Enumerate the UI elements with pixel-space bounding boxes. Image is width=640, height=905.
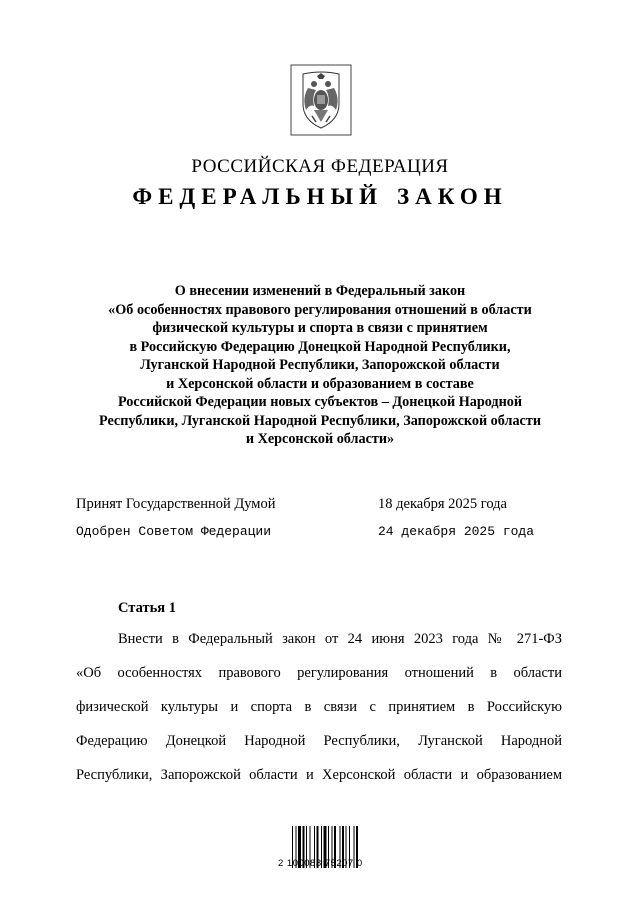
subject-line: и Херсонской области и образованием в составе	[166, 375, 474, 392]
subject-line: «Об особенностях правового регулирования отношений в области	[108, 301, 532, 318]
law-title-word-2: ЗАКОН	[397, 184, 508, 209]
council-approval-label: Одобрен Советом Федерации	[76, 524, 272, 539]
subject-line: и Херсонской области»	[245, 431, 395, 447]
law-title-word-1: ФЕДЕРАЛЬНЫЙ	[132, 184, 384, 209]
duma-adoption-date: 18 декабря 2025 года	[378, 496, 507, 512]
barcode-number: 2 100088 75207 0	[278, 858, 363, 869]
article-heading: Статья 1	[118, 600, 176, 616]
subject-line: Российской Федерации новых субъектов – Донецкой Народной	[117, 394, 523, 410]
duma-adoption-label: Принят Государственной Думой	[76, 496, 276, 512]
subject-line: Республики, Луганской Народной Республики, Запорожской области	[98, 412, 542, 429]
subject-line: физической культуры и спорта в связи с принятием	[152, 320, 488, 336]
law-subject	[70, 282, 570, 449]
subject-line: Луганской Народной Республики, Запорожской области	[140, 357, 500, 373]
document-type	[0, 184, 640, 210]
country-name: РОССИЙСКАЯ ФЕДЕРАЦИЯ	[191, 156, 449, 177]
body-line: Федерацию Донецкой Народной Республики, Луганской Народной	[76, 733, 562, 749]
coat-of-arms-icon	[290, 64, 352, 136]
body-line: Внести в Федеральный закон от 24 июня 2023 года № 271-ФЗ	[118, 631, 562, 647]
body-line: «Об особенностях правового регулирования отношений в области	[76, 665, 562, 681]
body-line: Республики, Запорожской области и Херсонской области и образованием	[76, 767, 562, 783]
subject-line: в Российскую Федерацию Донецкой Народной Республики,	[129, 338, 511, 355]
council-approval-date: 24 декабря 2025 года	[378, 524, 535, 539]
body-line: физической культуры и спорта в связи с принятием в Российскую	[76, 699, 562, 715]
article-body	[76, 630, 562, 800]
subject-line: О внесении изменений в Федеральный закон	[174, 283, 466, 299]
